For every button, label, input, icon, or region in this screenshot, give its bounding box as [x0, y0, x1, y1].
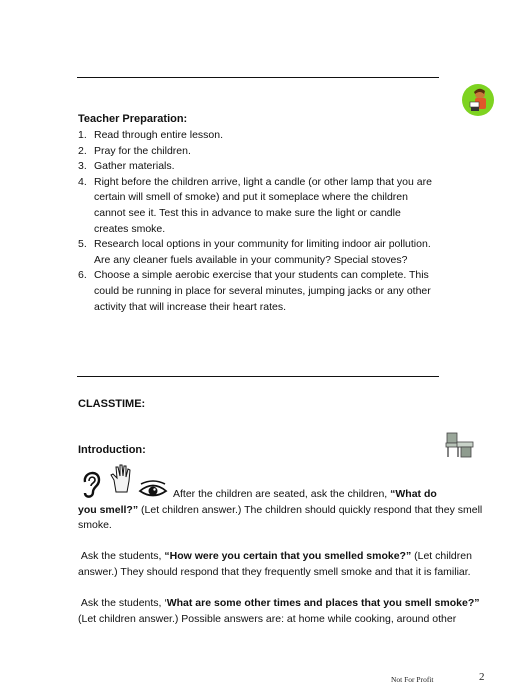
top-divider: [77, 77, 439, 78]
introduction-paragraph-1: [78, 487, 488, 534]
p1-rest: (Let children answer.) The children should quickly respond that they smell smoke.: [78, 503, 483, 532]
page-number: 2: [479, 671, 485, 683]
list-item: 3. Gather materials.: [78, 160, 175, 173]
teacher-icon: [461, 83, 495, 117]
p1-lead: After the children are seated, ask the children,: [173, 488, 391, 500]
p3-rest: (Let children answer.) Possible answers are: at home while cooking, around other: [78, 612, 457, 625]
desk-icon: [443, 430, 475, 460]
list-item: 2. Pray for the children.: [78, 144, 191, 157]
teacher-preparation-list: [78, 128, 438, 315]
list-item: 6. Choose a simple aerobic exercise that your students can complete. This could be running in place for several minutes, jumping jacks or any other activity that will increase their heart rates.: [78, 269, 431, 313]
p2-rest: (Let children answer.) They should respond that they frequently smell smoke and that it is familiar.: [78, 550, 472, 578]
p3-lead: Ask the students, ‘: [80, 597, 167, 609]
p3-question: What are some other times and places that you smell smoke?”: [166, 597, 480, 609]
teacher-preparation-heading: Teacher Preparation:: [78, 113, 188, 125]
p2-question: “How were you certain that you smelled smoke?”: [164, 550, 412, 562]
introduction-heading: Introduction:: [78, 444, 146, 456]
classtime-heading: CLASSTIME:: [78, 398, 146, 410]
p1-question-line2: you smell?”: [78, 503, 139, 516]
introduction-paragraph-2: [78, 549, 488, 580]
list-item: 1. Read through entire lesson.: [78, 129, 223, 141]
list-item: 5. Research local options in your community for limiting indoor air pollution. Are any cleaner fuels available in your community? Special stoves?: [78, 238, 431, 266]
p2-lead: Ask the students,: [80, 550, 165, 562]
introduction-paragraph-3: [78, 596, 488, 627]
middle-divider: [77, 376, 439, 377]
footer-text: Not For Profit: [391, 675, 434, 684]
list-item: 4. Right before the children arrive, light a candle (or other lamp that you are certain will smell of smoke) and put it someplace where the children cannot see it. Test this in advance to make sure the light or candle creates smoke.: [78, 175, 432, 235]
p1-question-line1: “What do: [390, 488, 437, 500]
